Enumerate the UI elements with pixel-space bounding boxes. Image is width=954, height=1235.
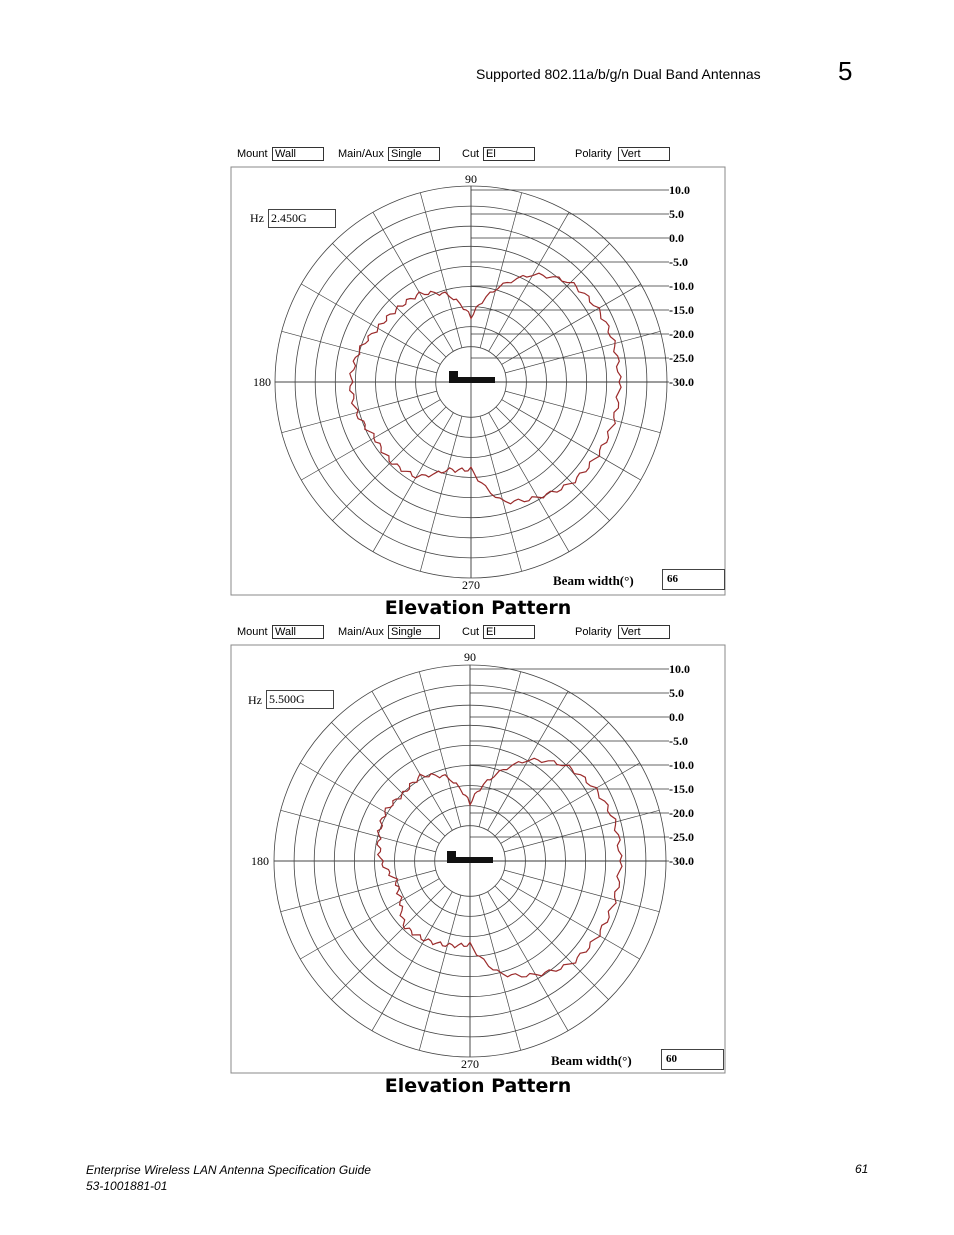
scale-tick-label: -10.0: [669, 279, 694, 293]
mount-field: Wall: [272, 625, 324, 639]
scale-tick-label: 0.0: [669, 231, 684, 245]
polarity-field: Vert: [618, 147, 670, 161]
antenna-icon-head: [447, 851, 456, 859]
beam-width-label: Beam width(°): [551, 1053, 632, 1068]
chapter-number: 5: [838, 56, 853, 86]
scale-tick-label: 5.0: [669, 686, 684, 700]
mount-field: Wall: [272, 147, 324, 161]
antenna-pattern-plot-5500: [229, 625, 727, 1095]
cut-label: Cut: [462, 148, 480, 160]
angle-label-90: 90: [464, 650, 476, 664]
plot-title: Elevation Pattern: [384, 1075, 572, 1097]
page-number: 61: [855, 1162, 869, 1176]
scale-tick-label: -30.0: [669, 854, 694, 868]
polarity-label: Polarity: [575, 626, 612, 638]
scale-tick-label: -25.0: [669, 351, 694, 365]
mainaux-field: Single: [388, 147, 440, 161]
scale-tick-label: -30.0: [669, 375, 694, 389]
cut-label: Cut: [462, 626, 480, 638]
frequency-field: 5.500G: [266, 690, 334, 709]
mainaux-label: Main/Aux: [338, 626, 384, 638]
polarity-label: Polarity: [575, 148, 612, 160]
footer-doc-title: Enterprise Wireless LAN Antenna Specification Guide: [86, 1163, 371, 1177]
cut-field: El: [483, 625, 535, 639]
angle-label-180: 180: [251, 854, 269, 868]
mainaux-label: Main/Aux: [338, 148, 384, 160]
antenna-icon-head: [449, 371, 458, 379]
frequency-field: 2.450G: [268, 209, 336, 228]
mount-label: Mount: [237, 626, 268, 638]
scale-tick-label: -15.0: [669, 782, 694, 796]
radial-scale: [471, 183, 694, 389]
scale-tick-label: 10.0: [669, 183, 690, 197]
frequency-label: Hz: [248, 693, 262, 707]
angle-label-270: 270: [462, 578, 480, 592]
scale-tick-label: -20.0: [669, 327, 694, 341]
scale-tick-label: -25.0: [669, 830, 694, 844]
angle-label-180: 180: [253, 375, 271, 389]
mount-label: Mount: [237, 148, 268, 160]
section-title: Supported 802.11a/b/g/n Dual Band Antennas: [476, 66, 761, 82]
beam-width-field: 66: [662, 569, 725, 590]
scale-tick-label: -5.0: [669, 255, 688, 269]
footer-doc-info: [86, 1162, 371, 1194]
scale-tick-label: -10.0: [669, 758, 694, 772]
scale-tick-label: -20.0: [669, 806, 694, 820]
beam-width-label: Beam width(°): [553, 573, 634, 588]
footer-doc-number: 53-1001881-01: [86, 1179, 168, 1193]
angle-label-90: 90: [465, 172, 477, 186]
mainaux-field: Single: [388, 625, 440, 639]
polarity-field: Vert: [618, 625, 670, 639]
radial-scale: [470, 662, 694, 868]
scale-tick-label: -5.0: [669, 734, 688, 748]
scale-tick-label: 0.0: [669, 710, 684, 724]
scale-tick-label: 10.0: [669, 662, 690, 676]
angle-label-270: 270: [461, 1057, 479, 1071]
scale-tick-label: -15.0: [669, 303, 694, 317]
antenna-pattern-plot-2450: [229, 147, 727, 617]
frequency-label: Hz: [250, 211, 264, 225]
plot-title: Elevation Pattern: [384, 597, 572, 619]
beam-width-field: 60: [661, 1049, 724, 1070]
scale-tick-label: 5.0: [669, 207, 684, 221]
cut-field: El: [483, 147, 535, 161]
